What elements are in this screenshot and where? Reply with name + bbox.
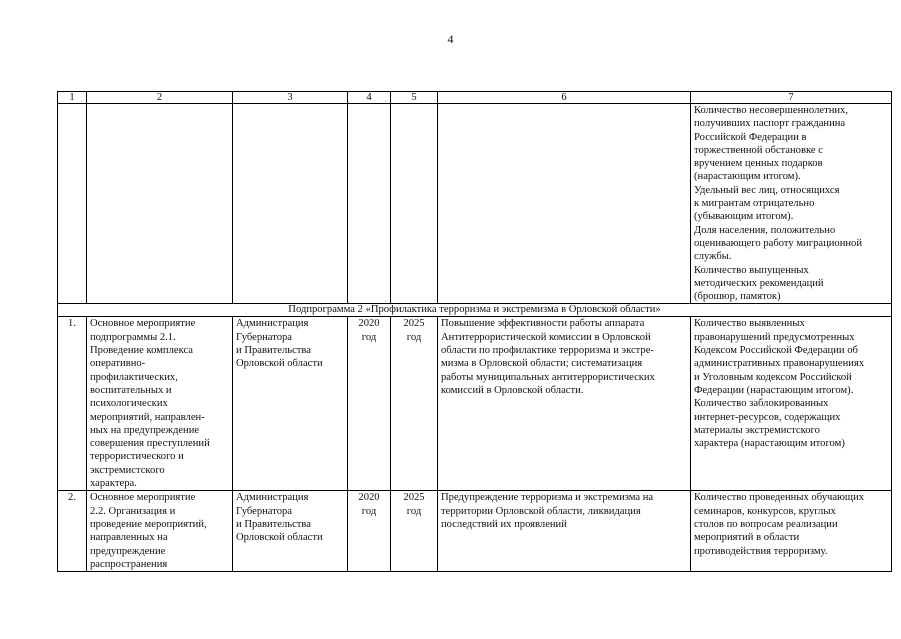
executor-line: и Правительства [236, 345, 311, 357]
indicator-line: получивших паспорт гражданина [694, 118, 846, 130]
row-number: 1. [58, 317, 87, 491]
header-col-4: 4 [348, 92, 391, 104]
continued-cell-1 [58, 104, 87, 304]
indicator-line: Кодексом Российской Федерации об [694, 345, 858, 357]
measure-line: направленных на [90, 532, 168, 544]
measure-line: психологических [90, 398, 168, 410]
indicator-line: торжественной обстановке с [694, 144, 823, 156]
end-year: 2025 [403, 318, 425, 330]
continued-row [58, 104, 892, 304]
indicator-line: Количество выявленных [694, 318, 805, 330]
continued-cell-4 [348, 104, 391, 304]
header-col-1: 1 [58, 92, 87, 104]
result-cell [438, 317, 691, 491]
indicator-line: характера (нарастающим итогом) [694, 438, 845, 450]
measure-line: характера. [90, 478, 137, 490]
result-line: Антитеррористической комиссии в Орловской [441, 331, 651, 343]
indicator-line: службы. [694, 251, 732, 263]
measure-line: ных на предупреждение [90, 424, 200, 436]
result-line: комиссий в Орловской области. [441, 384, 584, 396]
start-year-unit: год [361, 505, 377, 517]
measure-line: совершения преступлений [90, 438, 210, 450]
executor-cell [233, 491, 348, 572]
indicator-line: (нарастающим итогом). [694, 171, 801, 183]
table-row [58, 491, 892, 572]
header-row [58, 92, 892, 104]
indicator-line: Количество заблокированных [694, 398, 829, 410]
indicator-line: Доля населения, положительно [694, 224, 836, 236]
subprogram-row [58, 304, 892, 317]
measure-cell [87, 317, 233, 491]
start-year: 2020 [358, 492, 380, 504]
measure-line: подпрограммы 2.1. [90, 331, 176, 343]
measure-line: Основное мероприятие [90, 492, 196, 504]
measure-cell [87, 491, 233, 572]
page-number: 4 [447, 32, 454, 46]
subprogram-title: Подпрограмма 2 «Профилактика терроризма и экстремизма в Орловской области» [58, 304, 892, 317]
end-year-unit: год [406, 331, 422, 343]
measure-line: Основное мероприятие [90, 318, 196, 330]
header-col-6: 6 [438, 92, 691, 104]
measure-line: проведение мероприятий, [90, 518, 207, 530]
measure-line: 2.2. Организация и [90, 505, 176, 517]
row-number: 2. [58, 491, 87, 572]
result-cell [438, 491, 691, 572]
end-year: 2025 [403, 492, 425, 504]
continued-cell-2 [87, 104, 233, 304]
header-col-3: 3 [233, 92, 348, 104]
indicator-line: (убывающим итогом). [694, 211, 794, 223]
result-line: работы муниципальных антитеррористических [441, 371, 655, 383]
indicator-line: правонарушений предусмотренных [694, 331, 855, 343]
indicator-line: материалы экстремистского [694, 424, 820, 436]
indicator-line: Российской Федерации в [694, 131, 807, 143]
continued-indicators [691, 104, 892, 304]
indicator-line: столов по вопросам реализации [694, 518, 838, 530]
indicator-line: противодействия терроризму. [694, 545, 828, 557]
continued-cell-3 [233, 104, 348, 304]
start-year: 2020 [358, 318, 380, 330]
indicator-cell [691, 491, 892, 572]
end-year-cell [391, 491, 438, 572]
indicator-line: к мигрантам отрицательно [694, 198, 815, 210]
indicator-line: методических рекомендаций [694, 277, 824, 289]
indicator-line: Удельный вес лиц, относящихся [694, 184, 840, 196]
measure-line: распространения [90, 558, 168, 570]
measure-line: мероприятий, направлен- [90, 411, 205, 423]
indicator-line: административных правонарушениях [694, 358, 865, 370]
executor-line: Губернатора [236, 331, 293, 343]
measure-line: экстремистского [90, 464, 165, 476]
indicator-line: оценивающего работу миграционной [694, 237, 863, 249]
executor-cell [233, 317, 348, 491]
indicator-line: Федерации (нарастающим итогом). [694, 384, 854, 396]
indicator-cell [691, 317, 892, 491]
measure-line: оперативно- [90, 358, 146, 370]
program-table [57, 91, 892, 572]
continued-cell-6 [438, 104, 691, 304]
indicator-line: Количество выпущенных [694, 264, 809, 276]
start-year-unit: год [361, 331, 377, 343]
result-line: последствий их проявлений [441, 518, 567, 530]
end-year-cell [391, 317, 438, 491]
result-line: области по профилактике терроризма и экстре- [441, 345, 654, 357]
table-row [58, 317, 892, 491]
header-col-7: 7 [691, 92, 892, 104]
start-year-cell [348, 491, 391, 572]
executor-line: Администрация [236, 318, 309, 330]
measure-line: профилактических, [90, 371, 178, 383]
header-col-5: 5 [391, 92, 438, 104]
result-line: Предупреждение терроризма и экстремизма на [441, 492, 654, 504]
indicator-line: интернет-ресурсов, содержащих [694, 411, 841, 423]
measure-line: предупреждение [90, 545, 166, 557]
result-line: Повышение эффективности работы аппарата [441, 318, 645, 330]
indicator-line: вручением ценных подарков [694, 158, 823, 170]
start-year-cell [348, 317, 391, 491]
measure-line: террористического и [90, 451, 184, 463]
continued-cell-5 [391, 104, 438, 304]
indicator-line: (брошюр, памяток) [694, 291, 781, 303]
indicator-line: мероприятий в области [694, 532, 800, 544]
indicator-line: Количество проведенных обучающих [694, 492, 865, 504]
measure-line: Проведение комплекса [90, 345, 194, 357]
end-year-unit: год [406, 505, 422, 517]
executor-line: Губернатора [236, 505, 293, 517]
result-line: мизма в Орловской области; систематизация [441, 358, 643, 370]
indicator-line: Количество несовершеннолетних, [694, 105, 848, 116]
executor-line: Орловской области [236, 358, 323, 370]
result-line: территории Орловской области, ликвидация [441, 505, 641, 517]
executor-line: Орловской области [236, 532, 323, 544]
executor-line: и Правительства [236, 518, 311, 530]
indicator-line: и Уголовным кодексом Российской [694, 371, 852, 383]
executor-line: Администрация [236, 492, 309, 504]
measure-line: воспитательных и [90, 384, 172, 396]
header-col-2: 2 [87, 92, 233, 104]
indicator-line: семинаров, конкурсов, круглых [694, 505, 836, 517]
